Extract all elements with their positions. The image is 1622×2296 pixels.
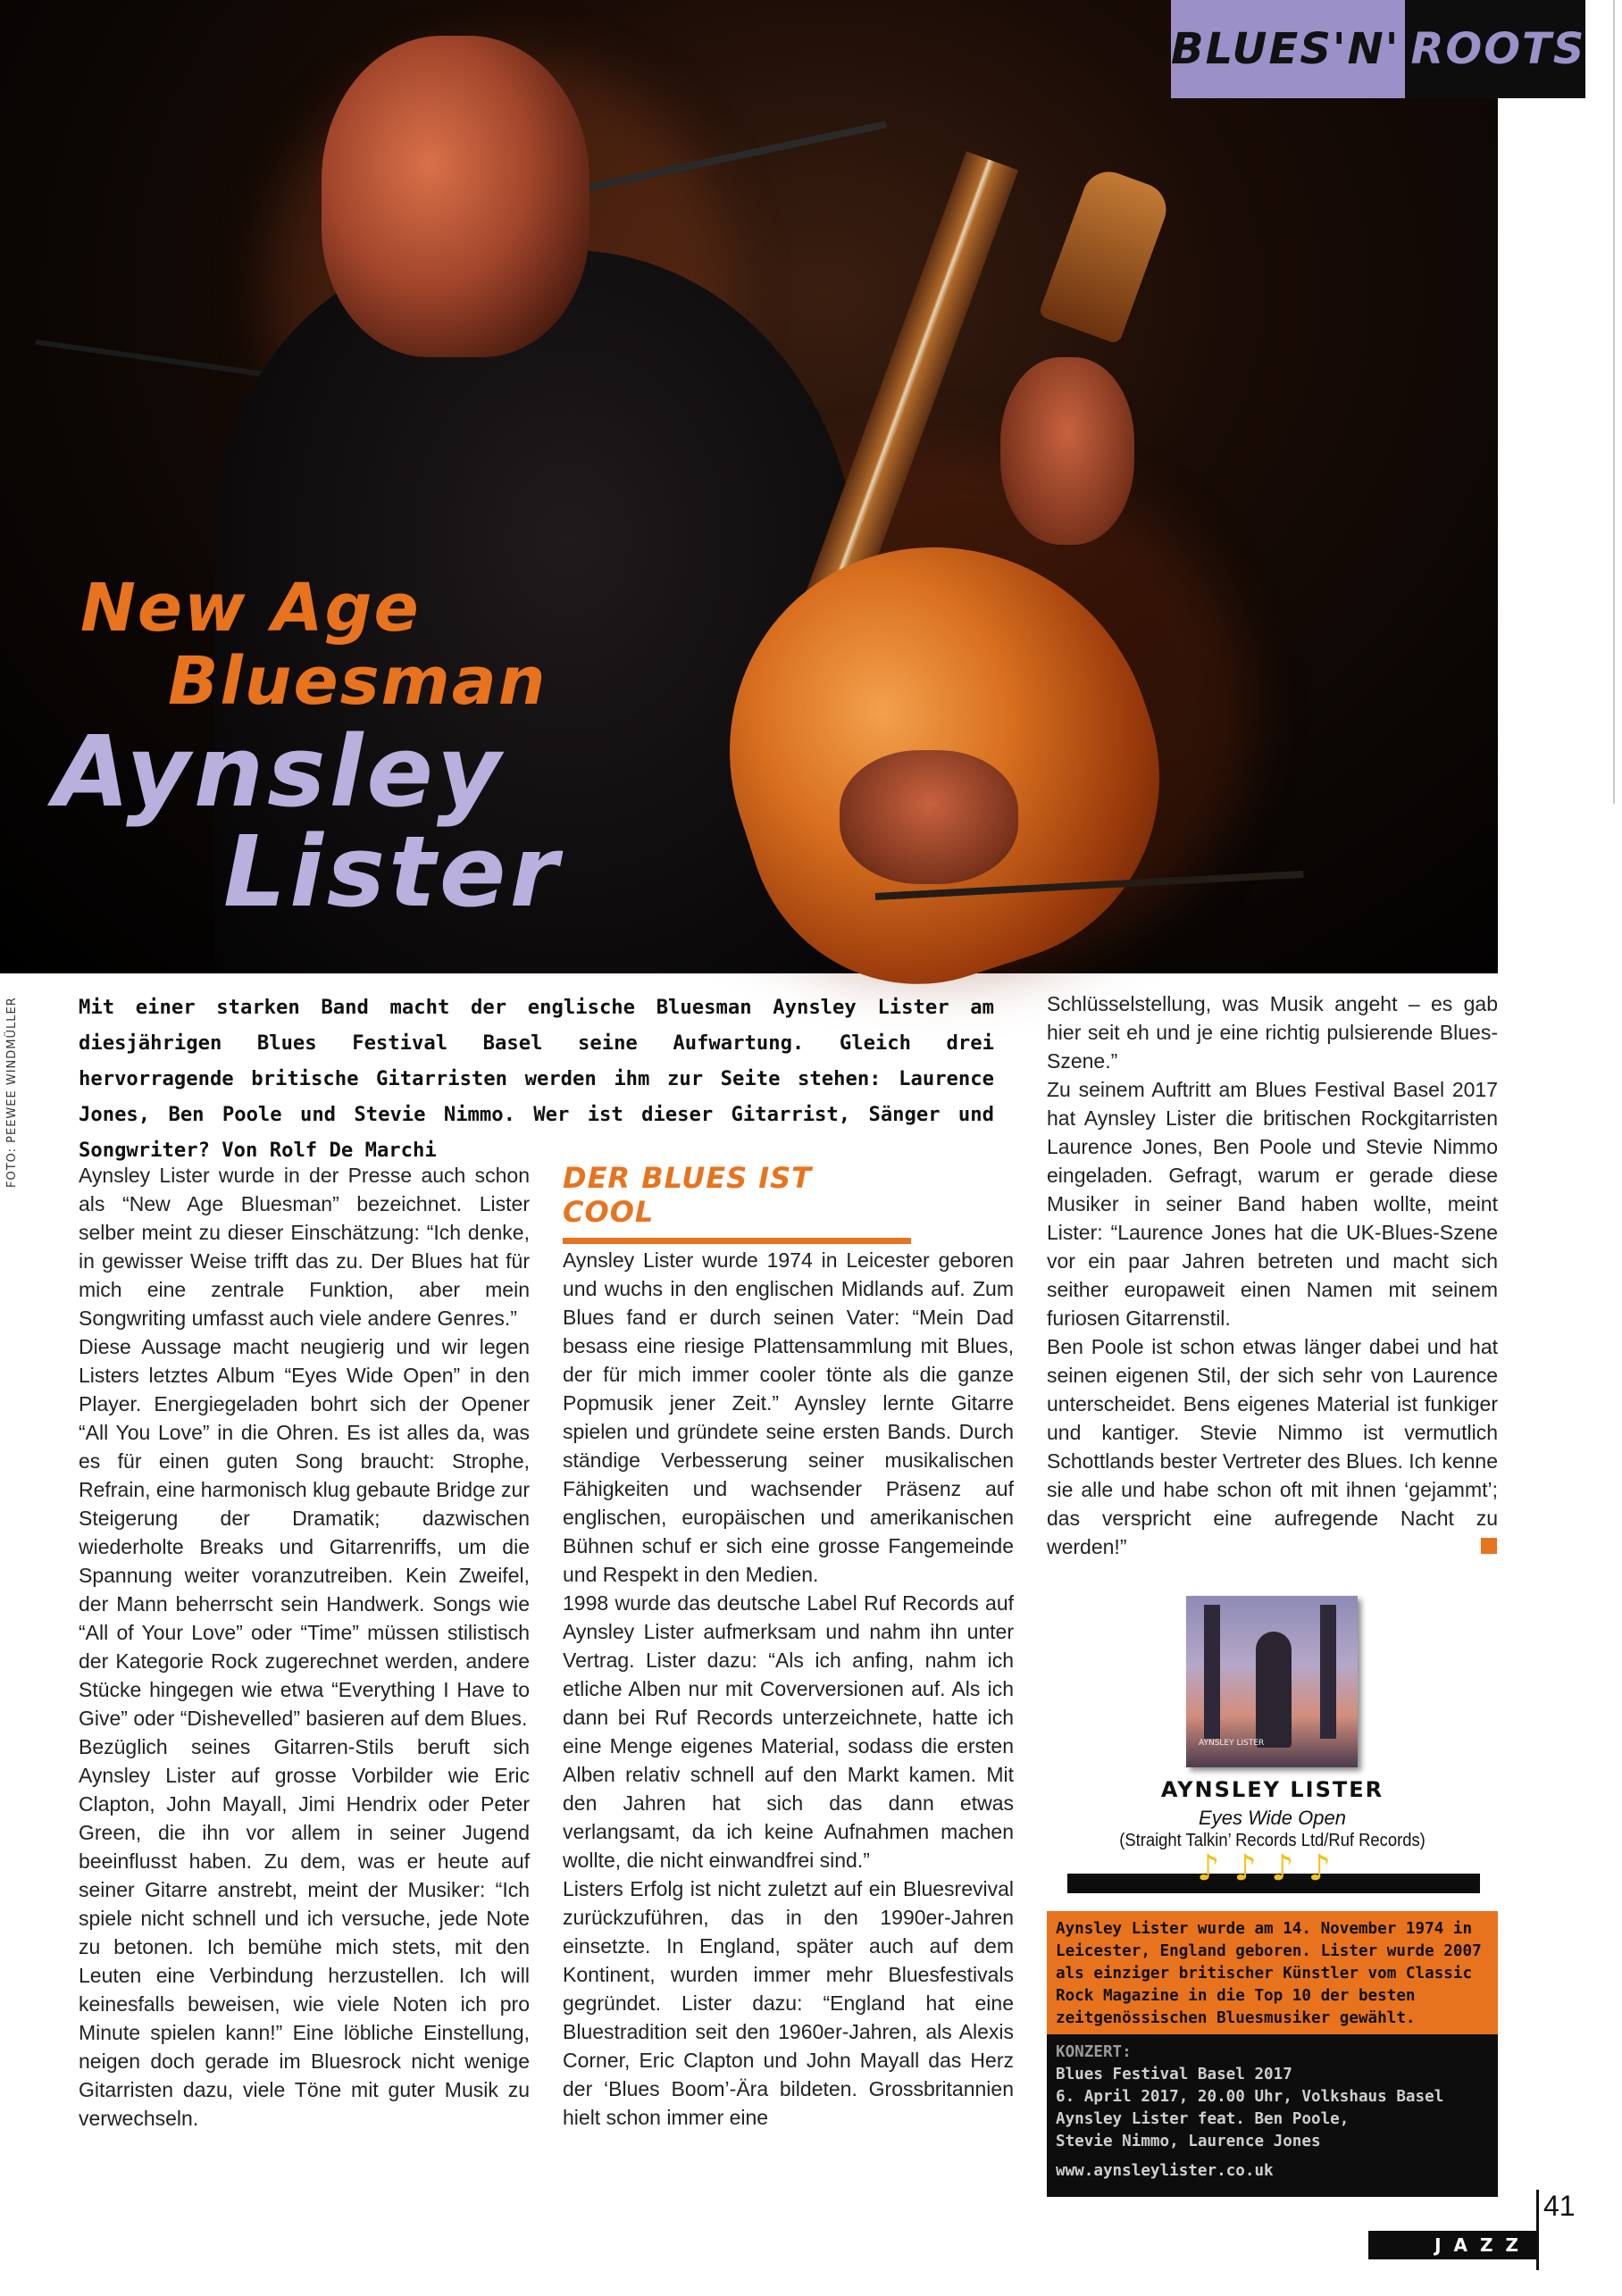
page-number: 41 (1543, 2190, 1576, 2222)
title-line-3: Aynsley (54, 714, 505, 829)
album-artist: AYNSLEY LISTER (1160, 1777, 1384, 1802)
section-tag (1171, 0, 1586, 98)
article-lead: Mit einer starken Band macht der englische Bluesman Aynsley Lister am diesjährigen Blues Festival Basel seine Aufwartung. Gleich drei hervorragende britische Gitarristen werden ihm zur Seite stehen: Laurence Jones, Ben Poole und Stevie Nimmo. Wer ist dieser Gitarrist, Sänger und Songwriter? Von Rolf De Marchi (79, 996, 994, 1162)
paragraph: 1998 wurde das deutsche Label Ruf Records auf Aynsley Lister aufmerksam und nahm ihn unter Vertrag. Lister dazu: “Als ich anfing, nahm ich etliche Alben nur mit Coverversionen auf. Als ich dann bei Ruf Records unterzeichnete, hatte ich eine Menge eigenes Material, sodass die ersten Alben relativ schnell auf den Markt kamen. Mit den Jahren hat sich das dann etwas verlangsamt, da ich keine Aufnahmen machen wollte, die nicht einwandfrei sind.” (563, 1591, 1014, 1872)
article-title (54, 570, 679, 929)
performer-face (322, 36, 589, 357)
rating-note-icon: ♪ (1308, 1848, 1332, 1889)
paragraph: Ben Poole ist schon etwas länger dabei und hat seinen eigenen Stil, der sich sehr von Laurence unterscheidet. Bens eigenes Material ist funkiger und kantiger. Stevie Nimmo ist vermutlich Schottlands bester Vertreter des Blues. Ich kenne sie alle und habe schon oft mit ihnen ‘gejammt’; das verspricht eine aufregende Nacht zu werden!” (1047, 1335, 1499, 1558)
rating-note-icon: ♪ (1197, 1848, 1220, 1889)
cover-window-frame (1320, 1605, 1336, 1739)
album-title: Eyes Wide Open (1199, 1807, 1346, 1829)
info-box-bio: Aynsley Lister wurde am 14. November 1974 in Leicester, England geboren. Lister wurde 2007 als einziger britischer Künstler vom Classic Rock Magazine in die Top 10 der besten zeitgenössischen Bluesmusiker gewählt. (1047, 1911, 1498, 2034)
hero-photo (0, 0, 1498, 973)
paragraph: Aynsley Lister wurde in der Presse auch schon als “New Age Bluesman” bezeichnet. Lister selber meint zu dieser Einschätzung: “Ich denke, in gewisser Weise trifft das zu. Der Blues hat für mich eine zentrale Funktion, aber mein Songwriting umfasst auch viele andere Genres.” (79, 1164, 530, 1330)
concert-line: Stevie Nimmo, Laurence Jones (1056, 2133, 1321, 2150)
paragraph: Zu seinem Auftritt am Blues Festival Basel 2017 hat Aynsley Lister die britischen Rockgitarristen Laurence Jones, Ben Poole und Stevie Nimmo eingeladen. Gefragt, warum er gerade diese Musiker in seiner Band haben wollte, meint Lister: “Laurence Jones hat die UK-Blues-Szene vor ein paar Jahren betreten und macht sich seither europaweit einen Namen mit seinem furiosen Gitarrenstil. (1047, 1078, 1498, 1330)
title-line-1: New Age (80, 570, 421, 647)
concert-label: KONZERT: (1056, 2043, 1132, 2061)
title-line-4: Lister (223, 814, 562, 929)
photo-credit-text: FOTO: PEEWEE WINDMÜLLER (5, 997, 19, 1188)
rating-notes (1197, 1848, 1332, 1889)
title-line-2: Bluesman (168, 643, 548, 720)
photo-credit (5, 997, 23, 1197)
album-cover (1186, 1596, 1358, 1767)
cover-text: AYNSLEY LISTER (1199, 1739, 1265, 1748)
cover-window-frame (1204, 1605, 1220, 1739)
concert-line: Blues Festival Basel 2017 (1056, 2066, 1292, 2083)
concert-line: 6. April 2017, 20.00 Uhr, Volkshaus Basel (1056, 2088, 1444, 2106)
page-edge-rule (1613, 0, 1622, 804)
paragraph: Aynsley Lister wurde 1974 in Leicester geboren und wuchs in den englischen Midlands auf. Zum Blues fand er durch seinen Vater: “Mein Dad besass eine riesige Plattensammlung mit Blues, der für mich immer cooler tönte als die ganze Popmusik jener Zeit.” Aynsley lernte Gitarre spielen und gründete seine ersten Bands. Durch ständige Verbesserung seiner musikalischen Fähigkeiten und wachsender Präsenz auf englischen, europäischen und amerikanischen Bühnen schuf er sich eine grosse Fangemeinde und Respekt in den Medien. (563, 1248, 1014, 1586)
concert-line: Aynsley Lister feat. Ben Poole, (1056, 2110, 1350, 2128)
column-2 (563, 1246, 1014, 2132)
subheading: DER BLUES IST COOL (563, 1161, 911, 1244)
album-label: (Straight Talkin’ Records Ltd/Ruf Records) (1119, 1831, 1426, 1850)
website-link[interactable]: www.aynsleylister.co.uk (1056, 2162, 1274, 2180)
guitar-headstock (1038, 164, 1174, 345)
paragraph: Listers Erfolg ist nicht zuletzt auf ein Bluesrevival zurückzuführen, das in den 1990er-Jahren einsetzte. In England, später auch auf dem Kontinent, wurden immer mehr Bluesfestivals gegründet. Lister dazu: “England hat eine Bluestradition seit den 1960er-Jahren, als Alexis Corner, Eric Clapton und John Mayall das Herz der ‘Blues Boom’-Ära bildeten. Grossbritannien hielt schon immer eine (563, 1877, 1014, 2129)
rating-note-icon: ♪ (1233, 1848, 1258, 1889)
page-number-rule (1536, 2190, 1539, 2270)
section-tag-left: BLUES'N' (1171, 0, 1405, 98)
paragraph: Schlüsselstellung, was Musik angeht – es gab hier seit eh und je eine richtig pulsierende Blues-Szene.” (1047, 992, 1498, 1073)
cover-figure (1256, 1632, 1292, 1748)
rating-note-icon: ♪ (1271, 1848, 1294, 1889)
column-3 (1047, 989, 1498, 1561)
column-1 (79, 1161, 530, 2133)
magazine-footer: JAZZ (1368, 2231, 1536, 2259)
paragraph: Diese Aussage macht neugierig und wir legen Listers letztes Album “Eyes Wide Open” in den Player. Energiegeladen bohrt sich der Opener “All You Love” in die Ohren. Es ist alles da, was es für einen guten Song braucht: Strophe, Refrain, eine harmonisch klug gebaute Bridge zur Steigerung der Dramatik; dazwischen wiederholte Breaks und Gitarrenriffs, um die Spannung weiter voranzutreiben. Kein Zweifel, der Mann beherrscht sein Handwerk. Songs wie “All of Your Love” oder “Time” müssen stilistisch der Kategorie Rock zugerechnet werden, andere Stücke hingegen wie etwa “Everything I Have to Give” oder “Dishevelled” basieren auf dem Blues. (79, 1335, 531, 1730)
section-tag-right: ROOTS (1405, 0, 1585, 98)
paragraph: Bezüglich seines Gitarren-Stils beruft sich Aynsley Lister auf grosse Vorbilder wie Eric Clapton, John Mayall, Jimi Hendrix oder Peter Green, die ihn vor allem in seiner Jugend beeinflusst haben. Zu dem, was er heute auf seiner Gitarre anstrebt, meint der Musiker: “Ich spiele nicht schnell und ich versuche, jede Note zu betonen. Ich bemühe mich stets, mit den Leuten eine Verbindung herzustellen. Ich will keinesfalls beweisen, wie viele Noten ich pro Minute spielen kann!” Eine löbliche Einstellung, neigen doch gerade im Bluesrock nicht wenige Gitarristen dazu, viele Töne mit guter Musik zu verwechseln. (79, 1735, 530, 2130)
article-end-mark (1481, 1538, 1497, 1554)
info-box-concert (1047, 2034, 1498, 2197)
